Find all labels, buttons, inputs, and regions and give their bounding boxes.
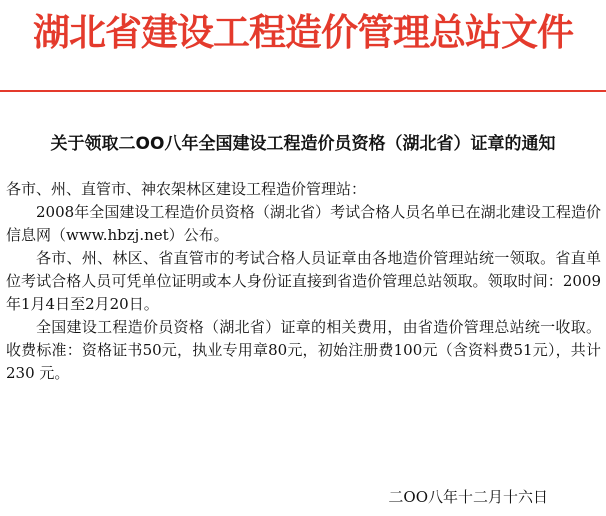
issue-date: 二OO八年十二月十六日: [388, 488, 548, 506]
notice-body: [6, 178, 601, 385]
masthead-divider-line: [0, 90, 606, 92]
paragraph-publication: 2008年全国建设工程造价员资格（湖北省）考试合格人员名单已在湖北建设工程造价信息网（www.hbzj.net）公布。: [6, 203, 601, 244]
paragraph-fees: 全国建设工程造价员资格（湖北省）证章的相关费用，由省造价管理总站统一收取。收费标准：资格证书50元，执业专用章80元，初始注册费100元（含资料费51元），共计230 元。: [6, 318, 601, 382]
notice-title: 关于领取二OO八年全国建设工程造价员资格（湖北省）证章的通知: [50, 134, 556, 154]
paragraph-collection: 各市、州、林区、省直管市的考试合格人员证章由各地造价管理站统一领取。省直单位考试合格人员可凭单位证明或本人身份证直接到省造价管理总站领取。领取时间：2009年1月4日至2月20日。: [6, 249, 601, 313]
salutation: 各市、州、直管市、神农架林区建设工程造价管理站：: [6, 180, 367, 198]
document-masthead: 湖北省建设工程造价管理总站文件: [33, 10, 573, 54]
